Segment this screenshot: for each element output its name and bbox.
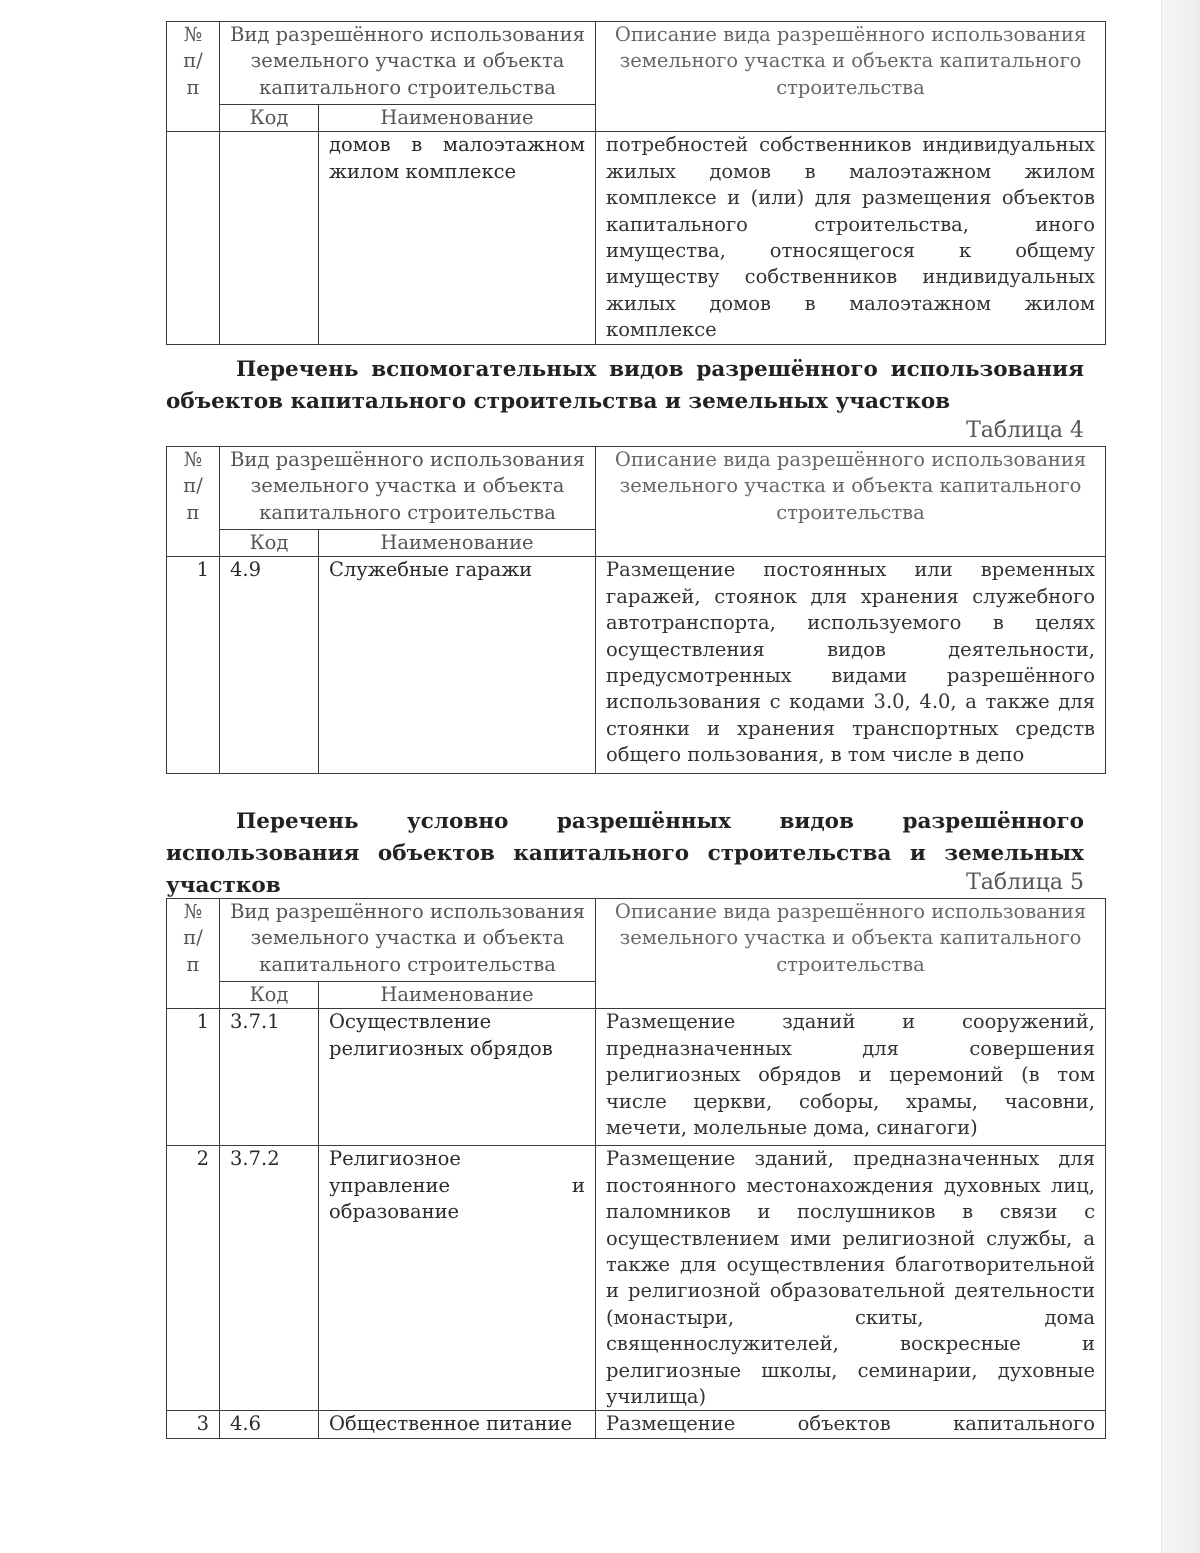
row-num: 1 (167, 557, 220, 774)
header-vid: Вид разрешённого использования земельного участка и объекта капитального строительства (220, 22, 596, 105)
header-desc: Описание вида разрешённого использования земельного участка и объекта капитального строительства (596, 22, 1106, 132)
header-num: № п/п (167, 22, 220, 132)
table-row (167, 132, 1106, 344)
table-row (167, 1146, 1106, 1411)
table4-label: Таблица 4 (966, 418, 1084, 443)
row-desc: Размещение зданий, предназначенных для постоянного местонахождения духовных лиц, паломников и послушников в связи с осуществлением ими религиозной службы, а также для осуществления благотворительной и религиозной образовательной деятельности (монастыри, скиты, дома священнослужителей, воскресные и религиозные школы, семинарии, духовные училища) (596, 1146, 1106, 1411)
row-code (220, 132, 319, 344)
row-desc: Размещение постоянных или временных гаражей, стоянок для хранения служебного автотранспорта, используемого в целях осуществления видов деятельности, предусмотренных видами разрешённого использования с кодами 3.0, 4.0, а также для стоянки и хранения транспортных средств общего пользования, в том числе в депо (596, 557, 1106, 774)
header-name: Наименование (319, 530, 596, 557)
row-code: 3.7.2 (220, 1146, 319, 1411)
header-vid: Вид разрешённого использования земельного участка и объекта капитального строительства (220, 447, 596, 530)
table-5 (166, 898, 1106, 1439)
table-continued (166, 21, 1106, 345)
header-code: Код (220, 530, 319, 557)
row-code: 3.7.1 (220, 1009, 319, 1146)
row-name: Служебные гаражи (319, 557, 596, 774)
table5-label: Таблица 5 (966, 870, 1084, 895)
row-desc: Размещение зданий и сооружений, предназначенных для совершения религиозных обрядов и церемоний (в том числе церкви, соборы, храмы, часовни, мечети, молельные дома, синагоги) (596, 1009, 1106, 1146)
row-name: Религиозное управление и образование (319, 1146, 596, 1411)
row-num: 1 (167, 1009, 220, 1146)
section5-heading: Перечень условно разрешённых видов разрешённого использования объектов капитального строительства и земельных участков (166, 809, 1084, 898)
header-desc: Описание вида разрешённого использования земельного участка и объекта капитального строительства (596, 899, 1106, 1009)
row-code: 4.9 (220, 557, 319, 774)
header-num: № п/п (167, 899, 220, 1009)
header-desc: Описание вида разрешённого использования земельного участка и объекта капитального строительства (596, 447, 1106, 557)
table-4 (166, 446, 1106, 774)
row-name: Осуществление религиозных обрядов (319, 1009, 596, 1146)
table-row (167, 1009, 1106, 1146)
header-code: Код (220, 982, 319, 1009)
header-name: Наименование (319, 105, 596, 132)
page-edge (1161, 0, 1200, 1553)
row-code: 4.6 (220, 1411, 319, 1438)
header-code: Код (220, 105, 319, 132)
row-num (167, 132, 220, 344)
row-num: 3 (167, 1411, 220, 1438)
row-desc: Размещение объектов капитального (596, 1411, 1106, 1438)
header-num: № п/п (167, 447, 220, 557)
row-name: Общественное питание (319, 1411, 596, 1438)
table-row (167, 557, 1106, 774)
header-vid: Вид разрешённого использования земельного участка и объекта капитального строительства (220, 899, 596, 982)
row-desc: потребностей собственников индивидуальных жилых домов в малоэтажном жилом комплексе и (или) для размещения объектов капитального строительства, иного имущества, относящегося к общему имуществу собственников индивидуальных жилых домов в малоэтажном жилом комплексе (596, 132, 1106, 344)
header-name: Наименование (319, 982, 596, 1009)
table-row (167, 1411, 1106, 1438)
row-num: 2 (167, 1146, 220, 1411)
row-name: домов в малоэтажном жилом комплексе (319, 132, 596, 344)
section4-heading: Перечень вспомогательных видов разрешённого использования объектов капитального строительства и земельных участков (166, 357, 1084, 414)
